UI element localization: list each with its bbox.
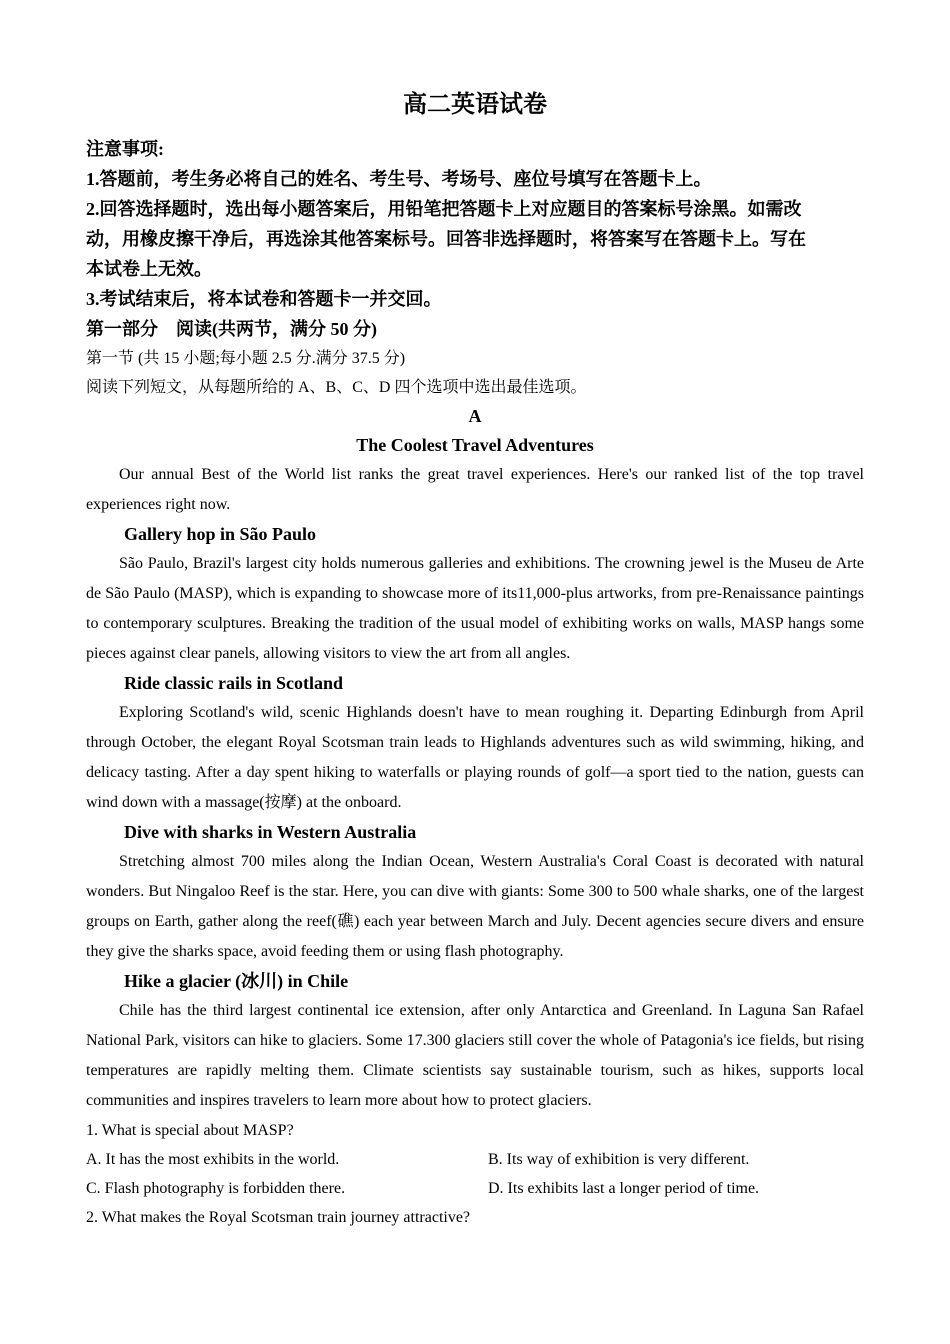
section-heading-australia: Dive with sharks in Western Australia <box>124 822 417 842</box>
section-text-scotland: Exploring Scotland's wild, scenic Highlands doesn't have to mean roughing it. Departing Edinburgh from April through October, the elegant Royal Scotsman train leads to Highlands adventures such as wild swimming, hiking, and delicacy tasting. After a day spent hiking to waterfalls or playing rounds of golf—a sport tied to the nation, guests can wind down with a massage(按摩) at the onboard. <box>86 704 864 811</box>
section-instruction: 阅读下列短文，从每题所给的 A、B、C、D 四个选项中选出最佳选项。 <box>86 379 587 396</box>
passage-label: A <box>468 406 482 426</box>
notice-heading: 注意事项: <box>86 139 164 159</box>
notice-item-2-line-2: 动，用橡皮擦干净后，再选涂其他答案标号。回答非选择题时，将答案写在答题卡上。写在 <box>86 229 806 249</box>
exam-page <box>86 86 864 1232</box>
notice-block <box>86 134 864 314</box>
section-heading-scotland: Ride classic rails in Scotland <box>124 673 344 693</box>
question-1-options <box>86 1145 864 1203</box>
question-1-option-b: B. Its way of exhibition is very different. <box>488 1151 750 1168</box>
part-title: 第一部分 阅读(共两节，满分 50 分) <box>86 319 377 339</box>
question-1-stem: 1. What is special about MASP? <box>86 1122 294 1139</box>
notice-item-2-line-1: 2.回答选择题时，选出每小题答案后，用铅笔把答题卡上对应题目的答案标号涂黑。如需改 <box>86 199 802 219</box>
question-1-option-d: D. Its exhibits last a longer period of time. <box>488 1180 760 1197</box>
section-title: 第一节 (共 15 小题;每小题 2.5 分.满分 37.5 分) <box>86 350 406 367</box>
passage-intro: Our annual Best of the World list ranks the great travel experiences. Here's our ranked list of the top travel experiences right now. <box>86 466 864 513</box>
question-1-option-c: C. Flash photography is forbidden there. <box>86 1180 346 1197</box>
question-2-stem: 2. What makes the Royal Scotsman train journey attractive? <box>86 1209 471 1226</box>
page-title: 高二英语试卷 <box>403 92 547 118</box>
section-text-sao-paulo: São Paulo, Brazil's largest city holds numerous galleries and exhibitions. The crowning jewel is the Museu de Arte de São Paulo (MASP), which is expanding to showcase more of its11,000-plus artworks, from pre-Renaissance paintings to contemporary sculptures. Breaking the tradition of the usual model of exhibiting works on walls, MASP hangs some pieces against clear panels, allowing visitors to view the art from all angles. <box>86 555 864 662</box>
section-text-australia: Stretching almost 700 miles along the Indian Ocean, Western Australia's Coral Coast is decorated with natural wonders. But Ningaloo Reef is the star. Here, you can dive with giants: Some 300 to 500 whale sharks, one of the largest groups on Earth, gather along the reef(礁) each year between March and July. Decent agencies secure divers and ensure they give the sharks space, avoid feeding them or using flash photography. <box>86 853 864 960</box>
section-heading-sao-paulo: Gallery hop in São Paulo <box>124 524 317 544</box>
notice-item-1: 1.答题前，考生务必将自己的姓名、考生号、考场号、座位号填写在答题卡上。 <box>86 169 712 189</box>
notice-item-2-line-3: 本试卷上无效。 <box>86 259 212 279</box>
notice-item-3: 3.考试结束后，将本试卷和答题卡一并交回。 <box>86 289 442 309</box>
section-text-chile: Chile has the third largest continental ice extension, after only Antarctica and Greenland. In Laguna San Rafael National Park, visitors can hike to glaciers. Some 17.300 glaciers still cover the whole of Patagonia's ice fields, but rising temperatures are rapidly melting them. Climate scientists say sustainable tourism, such as hikes, supports local communities and inspires travelers to learn more about how to protect glaciers. <box>86 1002 864 1109</box>
passage-title: The Coolest Travel Adventures <box>356 435 594 455</box>
section-heading-chile: Hike a glacier (冰川) in Chile <box>124 971 349 991</box>
question-1-option-a: A. It has the most exhibits in the world. <box>86 1151 340 1168</box>
